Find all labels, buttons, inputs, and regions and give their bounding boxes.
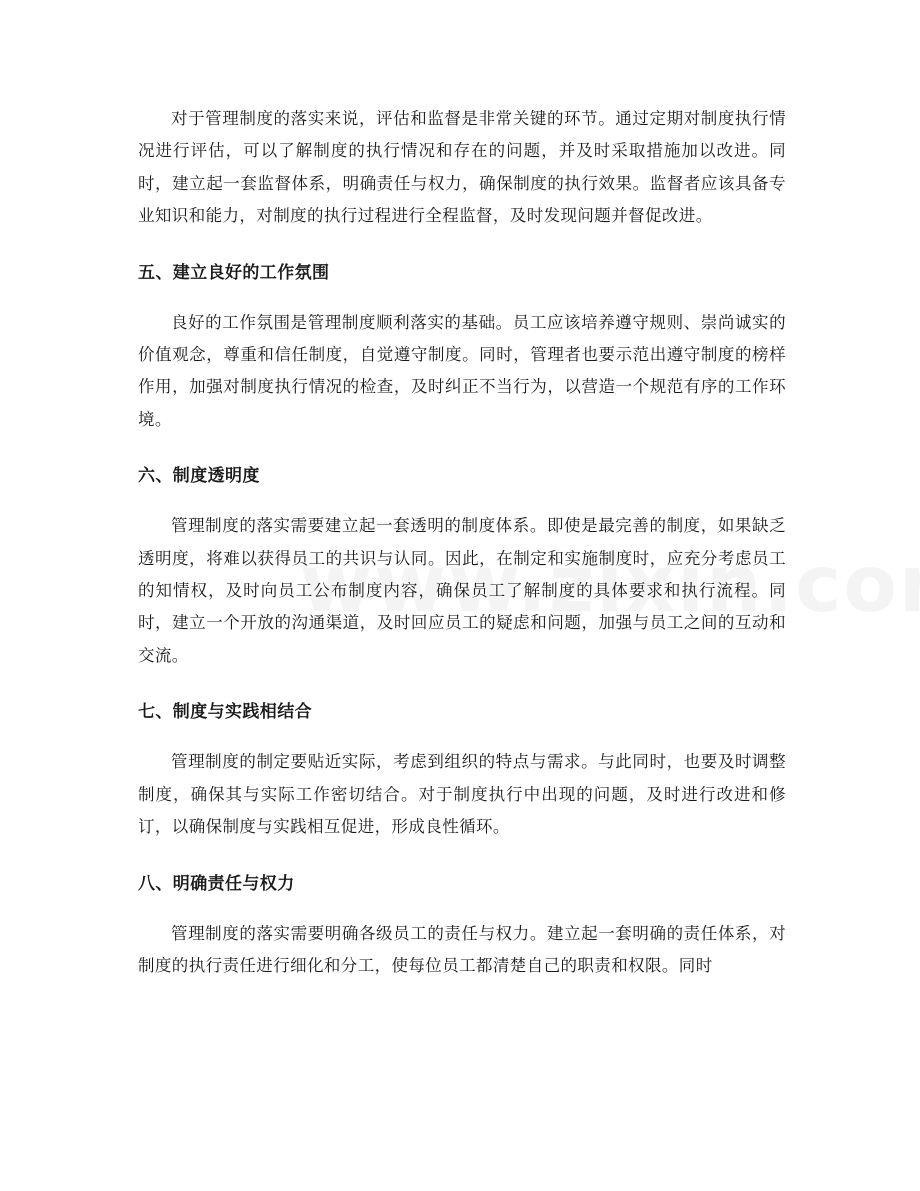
document-body — [138, 103, 786, 982]
section-heading-8: 八、明确责任与权力 — [138, 873, 295, 894]
section-paragraph-8: 管理制度的落实需要明确各级员工的责任与权力。建立起一套明确的责任体系，对制度的执行责任进行细化和分工，使每位员工都清楚自己的职责和权限。同时 — [138, 923, 786, 975]
section-heading-6: 六、制度透明度 — [138, 466, 260, 487]
section-paragraph-6: 管理制度的落实需要建立起一套透明的制度体系。即使是最完善的制度，如果缺乏透明度，将难以获得员工的共识与认同。因此，在制定和实施制度时，应充分考虑员工的知情权，及时向员工公布制度内容，确保员工了解制度的具体要求和执行流程。同时，建立一个开放的沟通渠道，及时回应员工的疑虑和问题，加强与员工之间的互动和交流。 — [138, 516, 786, 665]
intro-paragraph: 对于管理制度的落实来说，评估和监督是非常关键的环节。通过定期对制度执行情况进行评估，可以了解制度的执行情况和存在的问题，并及时采取措施加以改进。同时，建立起一套监督体系，明确责任与权力，确保制度的执行效果。监督者应该具备专业知识和能力，对制度的执行过程进行全程监督，及时发现问题并督促改进。 — [138, 109, 786, 226]
section-paragraph-7: 管理制度的制定要贴近实际，考虑到组织的特点与需求。与此同时，也要及时调整制度，确保其与实际工作密切结合。对于制度执行中出现的问题，及时进行改进和修订，以确保制度与实践相互促进，形成良性循环。 — [138, 752, 786, 837]
section-heading-5: 五、建立良好的工作氛围 — [138, 262, 330, 283]
section-paragraph-5: 良好的工作氛围是管理制度顺利落实的基础。员工应该培养遵守规则、崇尚诚实的价值观念，尊重和信任制度，自觉遵守制度。同时，管理者也要示范出遵守制度的榜样作用，加强对制度执行情况的检查，及时纠正不当行为，以营造一个规范有序的工作环境。 — [138, 312, 786, 429]
section-heading-7: 七、制度与实践相结合 — [138, 702, 312, 723]
